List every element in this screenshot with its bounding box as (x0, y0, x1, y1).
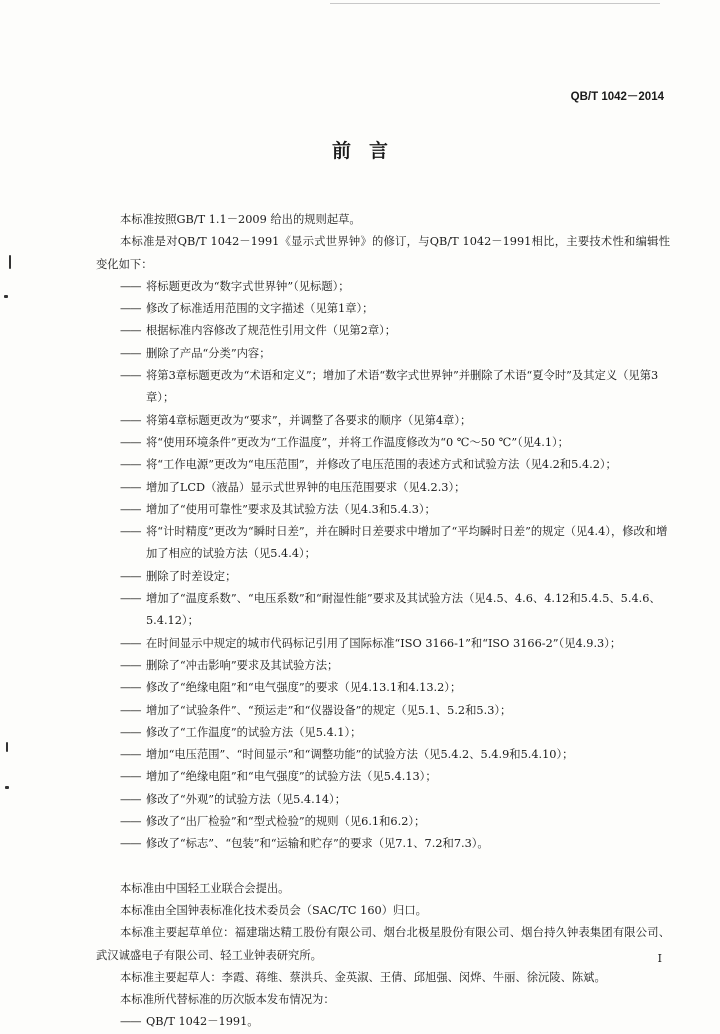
list-item: —— QB/T 1042－1991。 (120, 1015, 259, 1029)
list-item: —— 将第4章标题更改为“要求”，并调整了各要求的顺序（见第4章）； (120, 413, 472, 427)
intro-paragraph: 本标准是对QB/T 1042－1991《显示式世界钟》的修订，与QB/T 1042－1991相比，主要技术性和编辑性变化如下： (96, 235, 670, 271)
list-item: —— 根据标准内容修改了规范性引用文件（见第2章）； (120, 324, 397, 338)
list-item: —— 修改了“标志”、“包装”和“运输和贮存”的要求（见7.1、7.2和7.3）。 (120, 837, 489, 851)
standard-code: QB/T 1042－2014 (570, 91, 664, 103)
list-item: —— 修改了“出厂检验”和“型式检验”的规则（见6.1和6.2）； (120, 815, 426, 829)
scan-mark (5, 786, 9, 789)
scan-mark (4, 295, 8, 298)
list-item: —— 修改了“外观”的试验方法（见5.4.14）； (120, 792, 346, 806)
list-item: —— 增加“电压范围”、“时间显示”和“调整功能”的试验方法（见5.4.2、5.4.9和5.4.10）； (120, 748, 574, 762)
list-item: —— 将“计时精度”更改为“瞬时日差”，并在瞬时日差要求中增加了“平均瞬时日差”的规定（见4.4），修改和增加了相应的试验方法（见5.4.4）； (120, 525, 668, 561)
list-item: —— 增加了LCD（液晶）显示式世界钟的电压范围要求（见4.2.3）； (120, 480, 466, 494)
list-item: —— 增加了“温度系数”、“电压系数”和“耐湿性能”要求及其试验方法（见4.5、4.6、4.12和5.4.5、5.4.6、5.4.12）； (120, 592, 661, 628)
list-item: —— 将标题更改为“数字式世界钟”（见标题）； (120, 279, 350, 293)
list-item: —— 删除了“冲击影响”要求及其试验方法； (120, 658, 339, 672)
closing-paragraph: 本标准由中国轻工业联合会提出。 (120, 881, 290, 895)
list-item: —— 在时间显示中规定的城市代码标记引用了国际标准“ISO 3166-1”和“ISO 3166-2”（见4.9.3）； (120, 636, 622, 650)
list-item: —— 将“工作电源”更改为“电压范围”，并修改了电压范围的表述方式和试验方法（见4.2和5.4.2）； (120, 458, 617, 472)
change-list (96, 276, 670, 856)
closing-paragraph: 本标准由全国钟表标准化技术委员会（SAC/TC 160）归口。 (120, 903, 427, 917)
list-item: —— 修改了标准适用范围的文字描述（见第1章）； (120, 302, 374, 316)
list-item: —— 将“使用环境条件”更改为“工作温度”，并将工作温度修改为“0 ℃～50 ℃”（见4.1）； (120, 435, 569, 449)
list-item: —— 删除了时差设定； (120, 569, 237, 583)
page-title: 前言 (331, 140, 406, 162)
section-gap (96, 856, 670, 878)
list-item: —— 增加了“使用可靠性”要求及其试验方法（见4.3和5.4.3）； (120, 502, 436, 516)
intro-paragraph: 本标准按照GB/T 1.1－2009 给出的规则起草。 (120, 213, 361, 226)
list-item: —— 增加了“试验条件”、“预运走”和“仪器设备”的规定（见5.1、5.2和5.3）； (120, 703, 512, 717)
list-item: —— 修改了“绝缘电阻”和“电气强度”的要求（见4.13.1和4.13.2）； (120, 681, 462, 695)
document-body (96, 209, 670, 1034)
list-item: —— 删除了产品“分类”内容； (120, 346, 271, 360)
list-item: —— 修改了“工作温度”的试验方法（见5.4.1）； (120, 725, 362, 739)
scan-mark (9, 255, 11, 269)
scan-mark (6, 742, 8, 752)
top-rule (330, 3, 660, 4)
closing-paragraph: 本标准所代替标准的历次版本发布情况为： (120, 993, 335, 1007)
closing-paragraph: 本标准主要起草人：李霞、蒋维、蔡洪兵、金英淑、王倩、邱旭强、闵烨、牛丽、徐沅陵、陈斌。 (120, 970, 606, 984)
list-item: —— 增加了“绝缘电阻”和“电气强度”的试验方法（见5.4.13）； (120, 770, 437, 784)
page-number: I (657, 952, 662, 965)
list-item: —— 将第3章标题更改为“术语和定义”；增加了术语“数字式世界钟”并删除了术语“夏令时”及其定义（见第3章）； (120, 369, 659, 405)
closing-paragraph: 本标准主要起草单位：福建瑞达精工股份有限公司、烟台北极星股份有限公司、烟台持久钟表集团有限公司、武汉诚盛电子有限公司、轻工业钟表研究所。 (96, 926, 670, 962)
